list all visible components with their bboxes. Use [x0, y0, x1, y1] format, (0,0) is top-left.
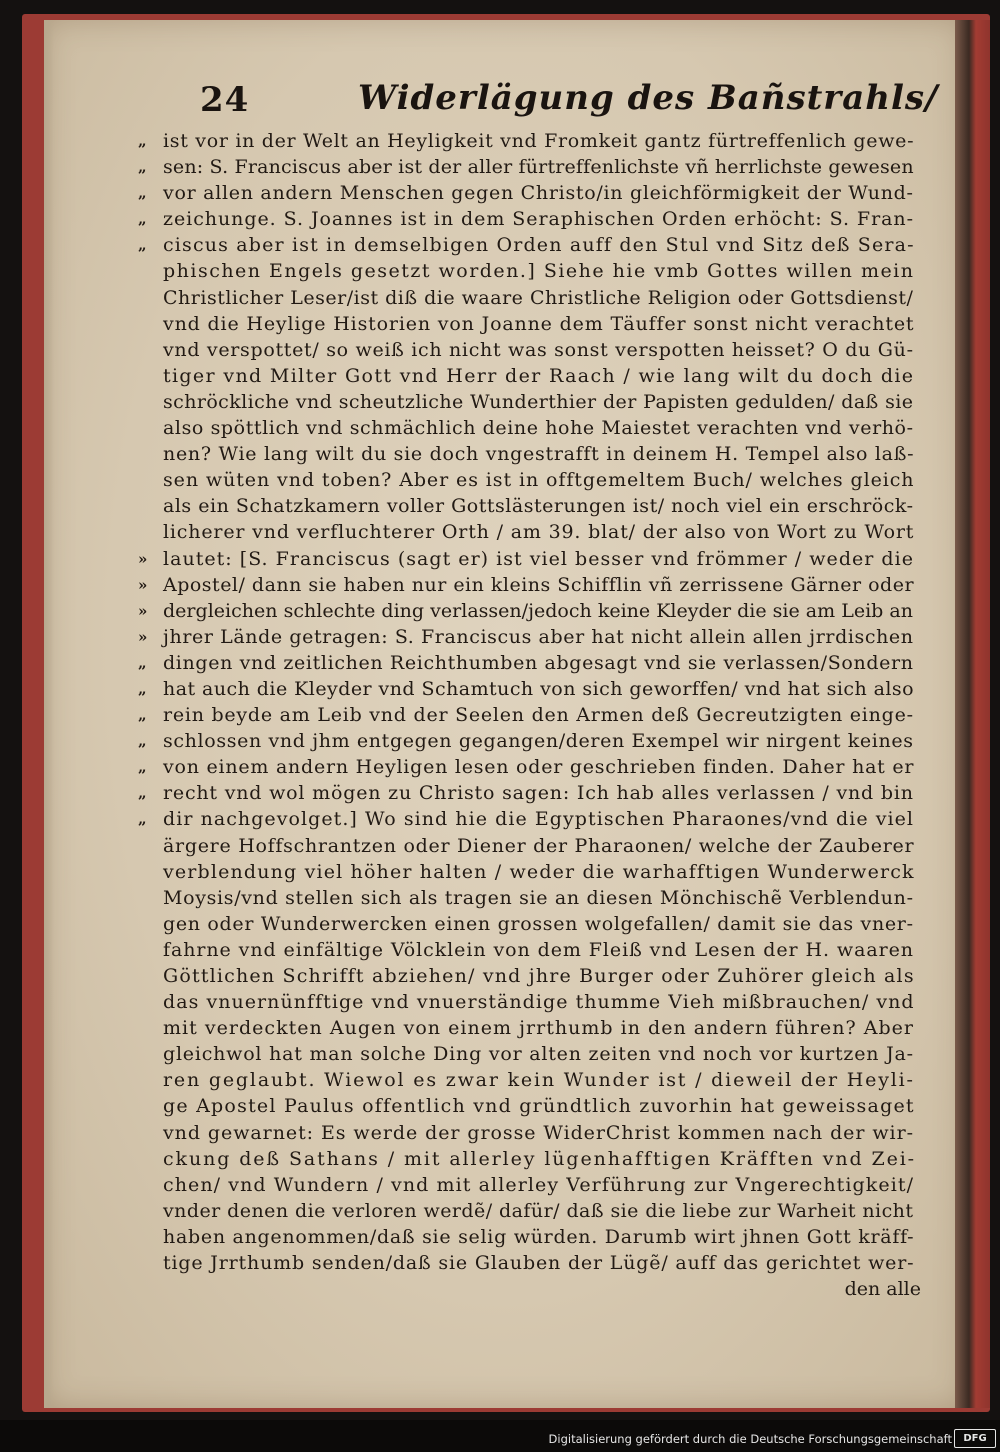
line-text: gen oder Wunderwercken einen grossen wolgefallen/ damit sie das vner- [163, 912, 914, 935]
text-line [163, 1172, 923, 1198]
quotation-mark: „ [138, 679, 147, 698]
line-text: haben angenommen/daß sie selig würden. Darumb wirt jhnen Gott kräff- [163, 1225, 915, 1248]
text-line [163, 833, 923, 859]
line-text: dir nachgevolget.] Wo sind hie die Egyptischen Pharaones/vnd die viel [163, 808, 915, 831]
text-line [163, 363, 923, 389]
line-text: vnd die Heylige Historien von Joanne dem Täuffer sonst nicht verachtet [163, 312, 915, 335]
line-text: Moysis/vnd stellen sich als tragen sie an diesen Mönchischẽ Verblendun- [163, 886, 914, 909]
text-line [163, 311, 923, 337]
line-text: sen: S. Franciscus aber ist der aller fürtreffenlichste vñ herrlichste gewesen [163, 156, 914, 179]
text-line [163, 1120, 923, 1146]
line-text: ist vor in der Welt an Heyligkeit vnd Fromkeit gantz fürtreffenlich gewe- [163, 130, 915, 152]
line-text: lautet: [S. Franciscus (sagt er) ist viel besser vnd frömmer / weder die [163, 547, 914, 570]
quotation-mark: „ [138, 236, 147, 255]
page-header [200, 78, 939, 124]
text-line [138, 598, 923, 624]
quotation-mark: „ [138, 132, 147, 150]
line-text: verblendung viel höher halten / weder die warhafftigen Wunderwerck [163, 860, 915, 883]
line-text: vnd verspottet/ so weiß ich nicht was sonst verspotten heisset? O du Gü- [163, 338, 914, 361]
quotation-mark: „ [138, 784, 147, 803]
text-line [163, 467, 923, 493]
quotation-mark: » [138, 601, 148, 620]
text-line [163, 911, 923, 937]
text-line [163, 1067, 923, 1093]
line-text: zeichunge. S. Joannes ist in dem Seraphischen Orden erhöcht: S. Fran- [163, 208, 914, 231]
text-line [163, 1093, 923, 1119]
text-line [163, 963, 923, 989]
quotation-mark: „ [138, 732, 147, 751]
text-line [138, 728, 923, 754]
text-line [138, 154, 923, 180]
line-text: Christlicher Leser/ist diß die waare Christliche Religion oder Gottsdienst/ [163, 286, 914, 309]
text-line [163, 1146, 923, 1172]
text-line [138, 702, 923, 728]
text-line [163, 989, 923, 1015]
line-text: als ein Schatzkamern voller Gottslästerungen ist/ noch viel ein erschröck- [163, 495, 914, 518]
catchword: den alle [844, 1278, 921, 1301]
line-text: das vnuernünfftige vnd vnuerständige thumme Vieh mißbrauchen/ vnd [163, 991, 915, 1014]
quotation-mark: » [138, 575, 148, 594]
line-text: hat auch die Kleyder vnd Schamtuch von sich geworffen/ vnd hat sich also [163, 677, 915, 700]
quotation-mark: » [138, 549, 148, 568]
line-text: vor allen andern Menschen gegen Christo/in gleichförmigkeit der Wund- [163, 182, 914, 205]
line-text: dergleichen schlechte ding verlassen/jedoch keine Kleyder die sie am Leib an [163, 599, 913, 622]
line-text: schlossen vnd jhm entgegen gegangen/deren Exempel wir nirgent keines [163, 730, 914, 753]
line-text: licherer vnd verfluchterer Orth / am 39. blat/ der also von Wort zu Wort [163, 521, 915, 544]
line-text: ciscus aber ist in demselbigen Orden auff den Stul vnd Sitz deß Sera- [163, 234, 915, 257]
line-text: gleichwol hat man solche Ding vor alten zeiten vnd noch vor kurtzen Ja- [163, 1043, 914, 1066]
text-line [138, 650, 923, 676]
quotation-mark: » [138, 627, 148, 646]
line-text: ren geglaubt. Wiewol es zwar kein Wunder ist / dieweil der Heyli- [163, 1069, 915, 1092]
quotation-mark: „ [138, 706, 147, 725]
book-spine [955, 20, 990, 1408]
text-line [163, 1250, 923, 1276]
line-text: fahrne vnd einfältige Völcklein von dem Fleiß vnd Lesen der H. waaren [163, 938, 914, 961]
text-line [163, 1224, 923, 1250]
line-text: ckung deß Sathans / mit allerley lügenhafftigen Kräfften vnd Zei- [163, 1147, 917, 1170]
line-text: rein beyde am Leib vnd der Seelen den Armen deß Gecreutzigten einge- [163, 704, 914, 727]
text-line [163, 1015, 923, 1041]
text-line [138, 780, 923, 806]
line-text: sen wüten vnd toben? Aber es ist in offtgemeltem Buch/ welches gleich [163, 469, 915, 492]
funding-credit: Digitalisierung gefördert durch die Deutsche Forschungsgemeinschaft [548, 1432, 952, 1446]
page-edge-shadow [44, 20, 54, 1408]
line-text: Apostel/ dann sie haben nur ein kleins Schifflin vñ zerrissene Gärner oder [163, 573, 915, 596]
dfg-logo: DFG [954, 1429, 996, 1448]
line-text: vnd gewarnet: Es werde der grosse WiderChrist kommen nach der wir- [163, 1121, 914, 1144]
line-text: vnder denen die verloren werdẽ/ dafür/ daß sie die liebe zur Warheit nicht [163, 1199, 914, 1222]
text-line [163, 415, 923, 441]
quotation-mark: „ [138, 810, 147, 829]
text-line [163, 937, 923, 963]
line-text: mit verdeckten Augen von einem jrrthumb in den andern führen? Aber [163, 1017, 915, 1040]
text-line [138, 624, 923, 650]
text-line [163, 441, 923, 467]
line-text: ge Apostel Paulus offentlich vnd gründtlich zuvorhin hat geweissaget [163, 1095, 915, 1118]
line-text: recht vnd wol mögen zu Christo sagen: Ich hab alles verlassen / vnd bin [163, 782, 914, 805]
text-line [138, 232, 923, 258]
running-title: Widerlägung des Bañstrahls/ [358, 78, 939, 118]
text-line [163, 258, 923, 284]
line-text: von einem andern Heyligen lesen oder geschrieben finden. Daher hat er [163, 756, 915, 779]
text-line [163, 1198, 923, 1224]
text-line [163, 519, 923, 545]
line-text: tige Jrrthumb senden/daß sie Glauben der Lügẽ/ auff das gerichtet wer- [163, 1252, 915, 1275]
text-line [163, 493, 923, 519]
text-line [138, 180, 923, 206]
line-text: also spöttlich vnd schmächlich deine hohe Maiestet verachten vnd verhö- [163, 417, 914, 440]
text-line [163, 389, 923, 415]
line-text: chen/ vnd Wundern / vnd mit allerley Verführung zur Vngerechtigkeit/ [163, 1173, 915, 1196]
quotation-mark: „ [138, 758, 147, 777]
line-text: nen? Wie lang wilt du sie doch vngestrafft in deinem H. Tempel also laß- [163, 443, 915, 466]
text-line [163, 1041, 923, 1067]
quotation-mark: „ [138, 184, 147, 203]
text-line [163, 337, 923, 363]
text-line [138, 676, 923, 702]
line-text: jhrer Lände getragen: S. Franciscus aber hat nicht allein allen jrrdischen [163, 625, 914, 648]
line-text: Göttlichen Schrifft abziehen/ vnd jhre Burger oder Zuhörer gleich als [163, 965, 915, 987]
text-line [138, 572, 923, 598]
line-text: ärgere Hoffschrantzen oder Diener der Pharaonen/ welche der Zauberer [163, 834, 915, 857]
quotation-mark: „ [138, 653, 147, 672]
text-line [163, 285, 923, 311]
text-line [138, 806, 923, 832]
line-text: tiger vnd Milter Gott vnd Herr der Raach / wie lang wilt du doch die [163, 364, 915, 387]
quotation-mark: „ [138, 158, 147, 177]
line-text: schröckliche vnd scheutzliche Wunderthier der Papisten gedulden/ daß sie [163, 390, 914, 413]
text-line [138, 206, 923, 232]
line-text: phischen Engels gesetzt worden.] Siehe hie vmb Gottes willen mein [163, 260, 915, 283]
text-line [138, 546, 923, 572]
text-line [163, 859, 923, 885]
line-text: dingen vnd zeitlichen Reichthumben abgesagt vnd sie verlassen/Sondern [163, 651, 914, 674]
footer-bar [0, 1420, 1000, 1452]
quotation-mark: „ [138, 210, 147, 229]
text-line [163, 885, 923, 911]
text-line [138, 754, 923, 780]
page-number: 24 [200, 80, 250, 120]
body-text [138, 128, 923, 1302]
text-line [138, 128, 923, 154]
